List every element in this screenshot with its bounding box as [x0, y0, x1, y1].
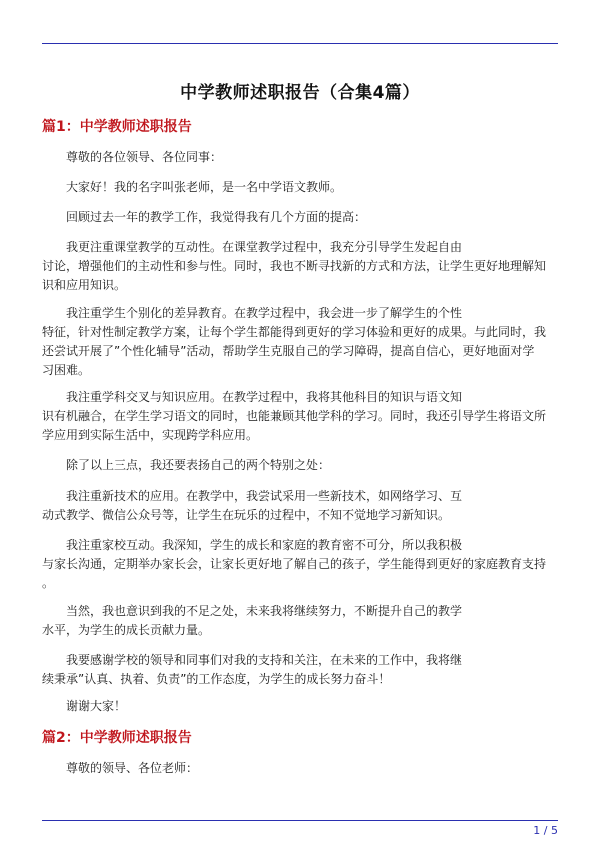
paragraph-line: 续秉承”认真、执着、负责”的工作态度，为学生的成长努力奋斗！ — [42, 672, 391, 686]
paragraph — [42, 208, 558, 227]
paragraph — [42, 238, 558, 295]
document-title: 中学教师述职报告（合集4篇） — [180, 83, 420, 103]
paragraph-line: 水平，为学生的成长贡献力量。 — [42, 623, 211, 637]
paragraph-line: 还尝试开展了”个性化辅导”活动，帮助学生克服自己的学习障碍，提高自信心，更好地面对学 — [42, 344, 535, 358]
paragraph — [42, 304, 558, 380]
footer-rule — [42, 820, 558, 821]
section-heading: 篇2：中学教师述职报告 — [42, 730, 192, 746]
paragraph — [42, 178, 558, 197]
paragraph-line: 大家好！我的名字叫张老师，是一名中学语文教师。 — [66, 180, 343, 194]
paragraph-line: 我注重家校互动。我深知，学生的成长和家庭的教育密不可分，所以我积极 — [66, 538, 463, 552]
paragraph-line: 尊敬的领导、各位老师： — [66, 761, 199, 775]
paragraph-line: 我注重学生个别化的差异教育。在教学过程中，我会进一步了解学生的个性 — [66, 306, 463, 320]
paragraph-line: 我注重学科交叉与知识应用。在教学过程中，我将其他科目的知识与语文知 — [66, 390, 463, 404]
page-indicator: 1 / 5 — [533, 824, 558, 837]
paragraph — [42, 651, 558, 689]
paragraph-line: 特征，针对性制定教学方案，让每个学生都能得到更好的学习体验和更好的成果。与此同时，我 — [42, 325, 547, 339]
paragraph-line: 识有机融合，在学生学习语文的同时，也能兼顾其他学科的学习。同时，我还引导学生将语文所 — [42, 409, 547, 423]
paragraph-line: 谢谢大家！ — [66, 699, 127, 713]
paragraph-line: 尊敬的各位领导、各位同事： — [66, 150, 223, 164]
paragraph-line: 。 — [42, 576, 55, 590]
paragraph — [42, 148, 558, 167]
paragraph — [42, 759, 558, 778]
paragraph-line: 习困难。 — [42, 363, 91, 377]
paragraph — [42, 388, 558, 445]
paragraph-line: 回顾过去一年的教学工作，我觉得我有几个方面的提高： — [66, 210, 367, 224]
paragraph-line: 当然，我也意识到我的不足之处，未来我将继续努力，不断提升自己的教学 — [66, 604, 463, 618]
paragraph-line: 我要感谢学校的领导和同事们对我的支持和关注，在未来的工作中，我将继 — [66, 653, 463, 667]
paragraph — [42, 602, 558, 640]
paragraph — [42, 487, 558, 525]
paragraph-line: 我更注重课堂教学的互动性。在课堂教学过程中，我充分引导学生发起自由 — [66, 240, 463, 254]
section-heading: 篇1：中学教师述职报告 — [42, 119, 192, 135]
paragraph — [42, 456, 558, 475]
paragraph-line: 动式教学、微信公众号等，让学生在玩乐的过程中，不知不觉地学习新知识。 — [42, 508, 451, 522]
paragraph-line: 我注重新技术的应用。在教学中，我尝试采用一些新技术，如网络学习、互 — [66, 489, 463, 503]
paragraph-line: 与家长沟通，定期举办家长会，让家长更好地了解自己的孩子，学生能得到更好的家庭教育支持 — [42, 557, 547, 571]
paragraph-line: 识和应用知识。 — [42, 278, 127, 292]
paragraph-line: 除了以上三点，我还要表扬自己的两个特别之处： — [66, 458, 331, 472]
header-rule — [42, 43, 558, 44]
paragraph — [42, 536, 558, 593]
paragraph — [42, 697, 558, 716]
paragraph-line: 学应用到实际生活中，实现跨学科应用。 — [42, 428, 259, 442]
paragraph-line: 讨论，增强他们的主动性和参与性。同时，我也不断寻找新的方式和方法，让学生更好地理解知 — [42, 259, 547, 273]
